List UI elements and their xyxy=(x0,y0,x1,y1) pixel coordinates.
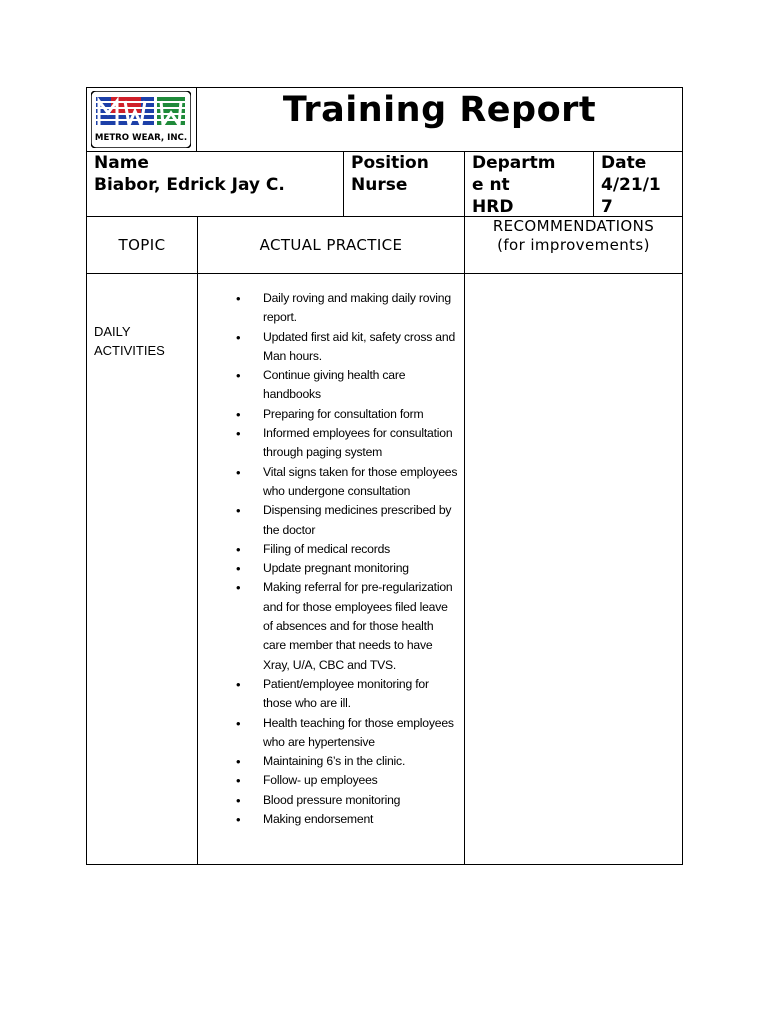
recommendations-header-cell xyxy=(464,216,683,274)
recommendations-cell xyxy=(464,273,683,865)
practice-item: • Health teaching for those employees who are hypertensive xyxy=(236,714,458,753)
practice-item: • Blood pressure monitoring xyxy=(236,791,458,810)
date-value: 4/21/1 7 xyxy=(601,175,661,217)
practice-item: • Vital signs taken for those employees who undergone consultation xyxy=(236,463,458,502)
date-cell xyxy=(593,151,683,217)
metro-wear-logo xyxy=(91,91,191,148)
info-row xyxy=(86,151,683,217)
department-label: Departme nt xyxy=(472,153,556,195)
date-label: Date xyxy=(601,153,647,173)
practice-cell xyxy=(197,273,465,865)
topic-header: TOPIC xyxy=(118,236,166,254)
topic-cell xyxy=(86,273,198,865)
practice-item: • Patient/employee monitoring for those who are ill. xyxy=(236,675,458,714)
actual-practice-header: ACTUAL PRACTICE xyxy=(259,236,403,254)
name-label: Name xyxy=(94,153,149,173)
practice-item: • Update pregnant monitoring xyxy=(236,559,458,578)
practice-item: • Filing of medical records xyxy=(236,540,458,559)
practice-item: • Preparing for consultation form xyxy=(236,405,458,424)
position-value: Nurse xyxy=(351,175,408,195)
logo-text: METRO WEAR, INC. xyxy=(94,133,188,143)
practice-item: • Updated first aid kit, safety cross and Man hours. xyxy=(236,328,458,367)
practice-item: • Informed employees for consultation through paging system xyxy=(236,424,458,463)
document-title: Training Report xyxy=(282,90,597,130)
topic-header-cell xyxy=(86,216,198,274)
practice-item: • Dispensing medicines prescribed by the doctor xyxy=(236,501,458,540)
practice-header-cell xyxy=(197,216,465,274)
logo-cell xyxy=(86,87,197,152)
department-value: HRD xyxy=(472,197,514,217)
header-row xyxy=(86,87,683,152)
department-cell xyxy=(464,151,594,217)
practice-item: • Follow- up employees xyxy=(236,771,458,790)
recommendations-subheader: (for improvements) xyxy=(497,236,650,254)
practice-item: • Continue giving health care handbooks xyxy=(236,366,458,405)
table-body-row xyxy=(86,273,683,865)
practice-item: • Making referral for pre-regularization and for those employees filed leave of absences and for those health care member that needs to have Xray, U/A, CBC and TVS. xyxy=(236,578,458,674)
practice-list xyxy=(236,289,458,829)
recommendations-header: RECOMMENDATIONS xyxy=(492,217,655,235)
position-label: Position xyxy=(351,153,429,173)
practice-item: • Maintaining 6’s in the clinic. xyxy=(236,752,458,771)
practice-item: • Making endorsement xyxy=(236,810,458,829)
table-header-row xyxy=(86,216,683,274)
name-value: Biabor, Edrick Jay C. xyxy=(94,175,285,195)
title-cell xyxy=(196,87,683,152)
name-cell xyxy=(86,151,344,217)
practice-item: • Daily roving and making daily roving report. xyxy=(236,289,458,328)
topic-value: DAILY ACTIVITIES xyxy=(94,324,165,358)
position-cell xyxy=(343,151,465,217)
